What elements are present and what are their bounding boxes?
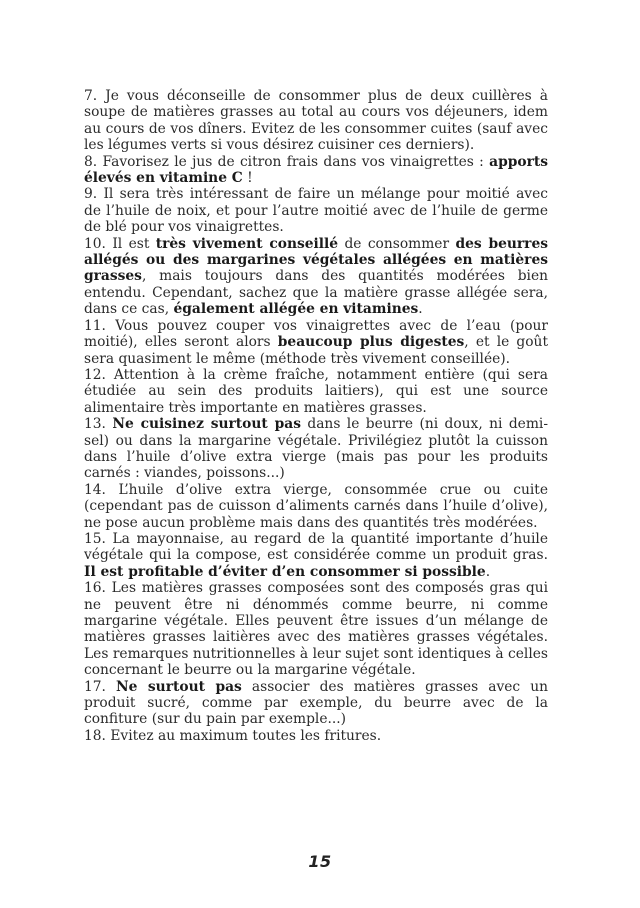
paragraph-text: 8. Favorisez le jus de citron frais dans vos vinaigrettes : [84, 153, 490, 170]
paragraph-text: 13. [84, 416, 113, 433]
emphasis-text: apports élevés en vitamine C [84, 153, 548, 187]
emphasis-text: Ne cuisinez surtout pas [112, 416, 301, 433]
paragraph-text: 7. Je vous déconseille de consommer plus de deux cuillères à soupe de matières grasses au total au cours vos déjeuners, idem au cours de vos dîners. Evitez de les consommer cuites (sauf avec les légumes verts si vous désirez cuisiner ces derniers). [84, 88, 548, 154]
page-number: 15 [308, 852, 332, 871]
paragraph [84, 186, 548, 235]
paragraph-text: ! [242, 170, 253, 187]
emphasis-text: également allégée en vitamines [173, 301, 419, 318]
emphasis-text: Ne surtout pas [116, 678, 242, 695]
paragraph [84, 154, 548, 187]
paragraph [84, 580, 548, 678]
paragraph-text: . [418, 301, 423, 318]
paragraph [84, 367, 548, 416]
emphasis-text: des beurres allégés ou des margarines végétales allégées en matières grasses [84, 235, 548, 285]
paragraph-text: 17. [84, 678, 117, 695]
paragraph-text: 14. L’huile d’olive extra vierge, consommée crue ou cuite (cependant pas de cuisson d’aliments carnés dans l’huile d’olive), ne pose aucun problème mais dans des quantités très modérées. [84, 481, 548, 531]
paragraph [84, 679, 548, 728]
paragraph-text: 10. Il est [84, 235, 156, 252]
paragraph-text: , et le goût sera quasiment le même (méthode très vivement conseillée). [84, 334, 548, 367]
emphasis-text: très vivement conseillé [155, 235, 339, 252]
paragraph-text: 16. Les matières grasses composées sont des composés gras qui ne peuvent être ni dénommés comme beurre, ni comme margarine végétale. Elles peuvent être issues d’un mélange de matières grasses laitières avec des matières grasses végétales. Les remarques nutritionnelles à leur sujet sont identiques à celles concernant le beurre ou la margarine végétale. [84, 580, 548, 679]
paragraph [84, 728, 548, 744]
paragraph [84, 531, 548, 580]
paragraph-text: , mais toujours dans des quantités modérées bien entendu. Cependant, sachez que la matière grasse allégée sera, dans ce cas, [84, 268, 548, 318]
paragraph-text: de consommer [338, 235, 456, 252]
paragraph-text: . [485, 563, 491, 580]
paragraph [84, 236, 548, 318]
paragraph-text: 15. La mayonnaise, au regard de la quantité importante d’huile végétale qui la compose, est considérée comme un produit gras. [84, 530, 548, 564]
page-body [84, 88, 548, 744]
paragraph-text: 11. Vous pouvez couper vos vinaigrettes avec de l’eau (pour moitié), elles seront alors [84, 317, 548, 351]
paragraph [84, 318, 548, 367]
paragraph [84, 482, 548, 531]
paragraph-text: 18. Evitez au maximum toutes les fritures. [84, 727, 382, 744]
paragraph-text: 12. Attention à la crème fraîche, notamment entière (qui sera étudiée au sein des produits laitiers), qui est une source alimentaire très importante en matières grasses. [84, 366, 548, 416]
paragraph-text: dans le beurre (ni doux, ni demi-sel) ou dans la margarine végétale. Privilégiez plutôt la cuisson dans l’huile d’olive extra vierge (mais pas pour les produits carnés : viandes, poissons...) [84, 416, 549, 482]
paragraph [84, 88, 548, 154]
paragraph [84, 416, 548, 482]
paragraph-text: 9. Il sera très intéressant de faire un mélange pour moitié avec de l’huile de noix, et pour l’autre moitié avec de l’huile de germe de blé pour vos vinaigrettes. [84, 186, 548, 236]
paragraph-text: associer des matières grasses avec un produit sucré, comme par exemple, du beurre avec de la confiture (sur du pain par exemple...) [84, 678, 549, 728]
emphasis-text: Il est profitable d’éviter d’en consommer si possible [84, 563, 486, 580]
emphasis-text: beaucoup plus digestes [277, 334, 465, 351]
